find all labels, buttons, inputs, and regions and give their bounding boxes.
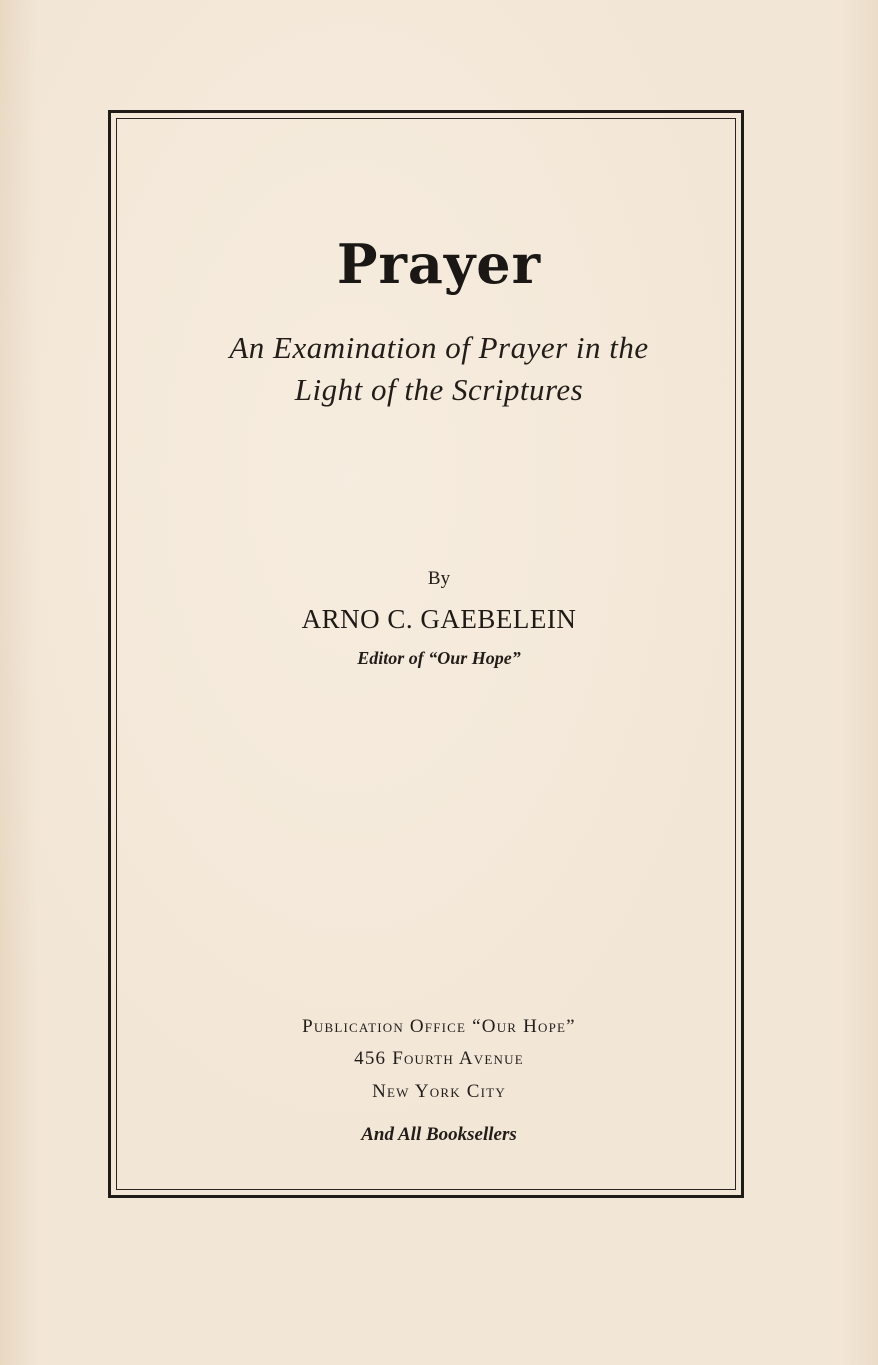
- subtitle-line-1: An Examination of Prayer in the: [229, 330, 649, 365]
- publisher-office: Publication Office “Our Hope”: [302, 1016, 576, 1037]
- publisher-address: 456 Fourth Avenue: [354, 1048, 524, 1069]
- publisher-city: New York City: [372, 1081, 506, 1102]
- author-name: ARNO C. GAEBELEIN: [301, 604, 577, 634]
- booksellers-note: And All Booksellers: [361, 1124, 517, 1145]
- book-title: Prayer: [336, 232, 542, 296]
- by-label: By: [427, 568, 451, 589]
- author-role: Editor of “Our Hope”: [357, 648, 521, 668]
- subtitle-line-2: Light of the Scriptures: [294, 372, 584, 407]
